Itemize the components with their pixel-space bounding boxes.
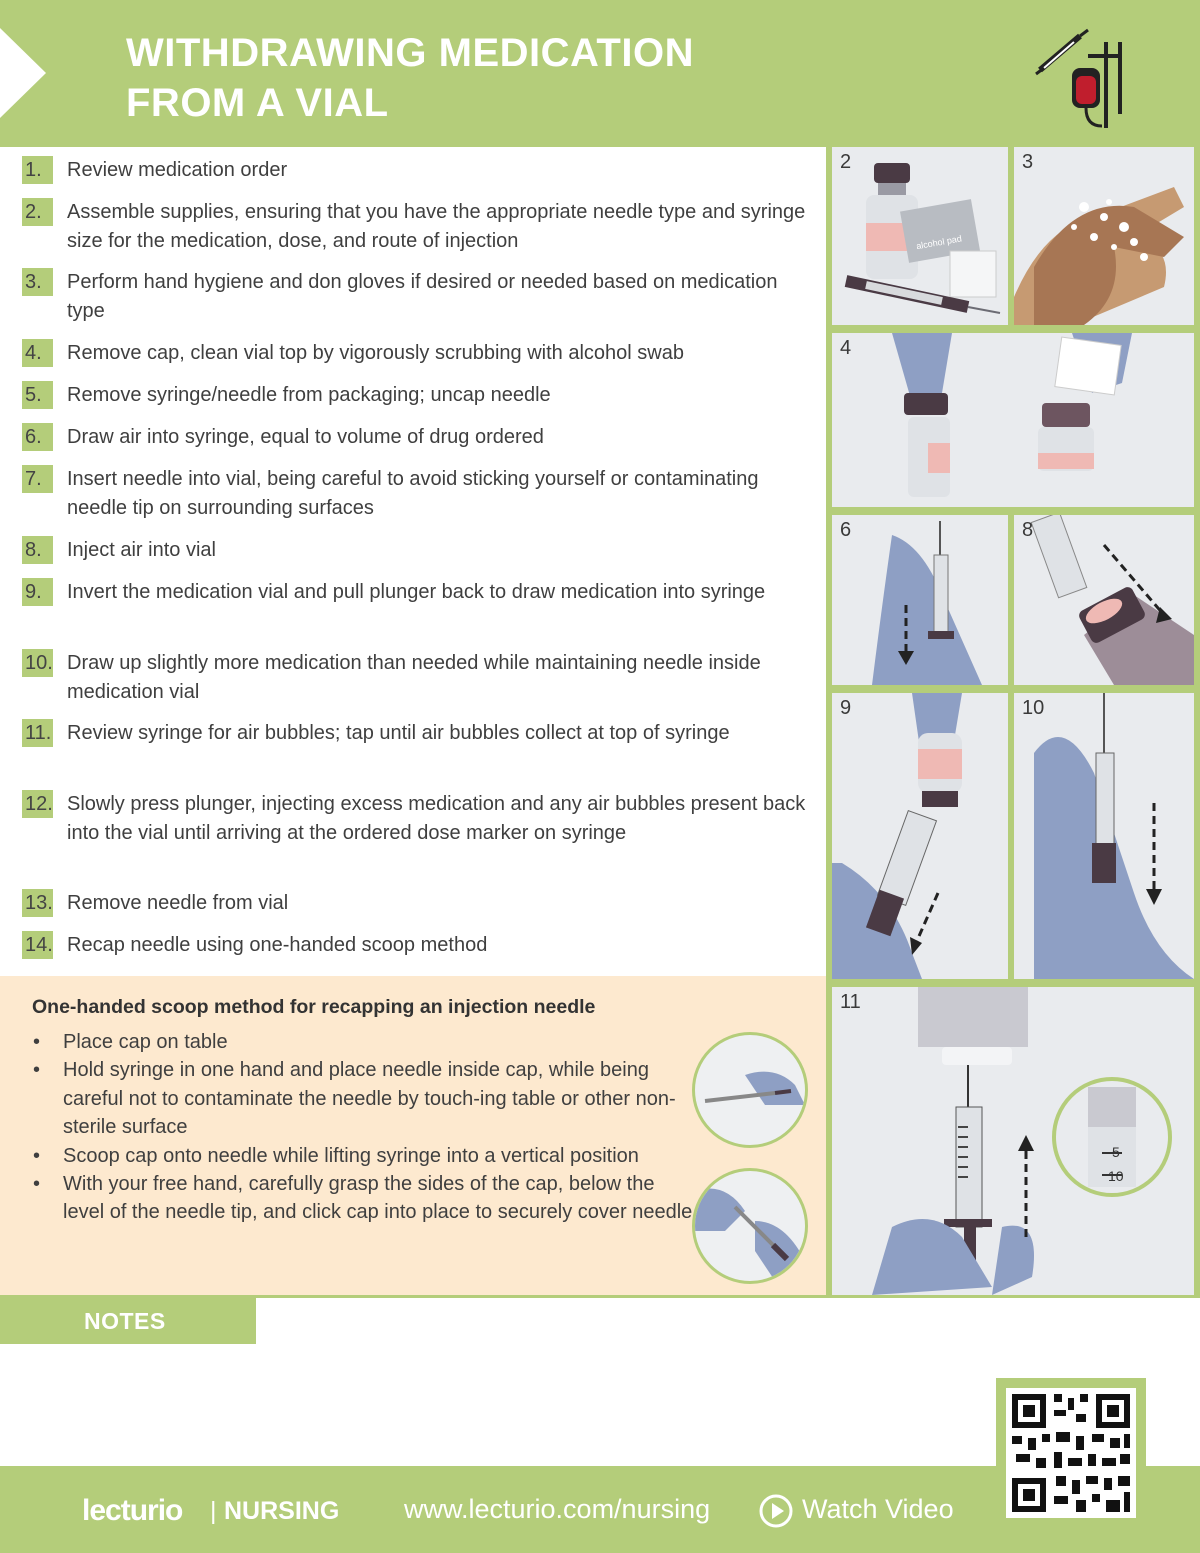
photo-number: 11 bbox=[840, 991, 861, 1013]
step-text: Draw up slightly more medication than needed while maintaining needle inside medication vial bbox=[67, 652, 761, 703]
inject-air-illustration bbox=[1014, 515, 1194, 685]
scoop-circle-1 bbox=[692, 1032, 808, 1148]
step-text: Perform hand hygiene and don gloves if desired or needed based on medication type bbox=[67, 271, 778, 322]
step-text: Remove cap, clean vial top by vigorously scrubbing with alcohol swab bbox=[67, 342, 684, 364]
photo-step-6 bbox=[832, 515, 1008, 685]
photo-number: 8 bbox=[1022, 519, 1034, 541]
step-text: Inject air into vial bbox=[67, 539, 216, 561]
invert-vial-illustration bbox=[832, 693, 1008, 979]
step-text: Insert needle into vial, being careful to avoid sticking yourself or contaminating needle tip on surrounding surfaces bbox=[67, 468, 759, 519]
step-number: 6. bbox=[22, 423, 53, 451]
title-line-1: WITHDRAWING MEDICATION bbox=[126, 31, 694, 75]
step-text: Review medication order bbox=[67, 159, 288, 181]
photo-step-10 bbox=[1014, 693, 1194, 979]
list-item: • Hold syringe in one hand and place needle inside cap, while being careful not to contaminate the needle by touch-ing table or other non-sterile surface bbox=[33, 1056, 693, 1141]
step-text: Assemble supplies, ensuring that you have the appropriate needle type and syringe size for the medication, dose, and route of injection bbox=[67, 201, 806, 252]
play-circle-icon[interactable] bbox=[758, 1493, 794, 1529]
syringe-scale-5: 5 bbox=[1112, 1144, 1120, 1160]
photo-number: 2 bbox=[840, 151, 852, 173]
review-bubbles-illustration bbox=[832, 987, 1194, 1295]
photo-step-11 bbox=[832, 987, 1194, 1295]
step-number: 10. bbox=[22, 649, 53, 677]
step-number: 14. bbox=[22, 931, 53, 959]
syringe-scale-10: 10 bbox=[1108, 1168, 1124, 1184]
step-text: Remove needle from vial bbox=[67, 892, 289, 914]
step-number: 12. bbox=[22, 790, 53, 818]
illustrations-panel bbox=[826, 147, 1200, 1295]
cap-removal-illustration bbox=[832, 333, 1194, 507]
photo-step-3 bbox=[1014, 147, 1194, 325]
step-text: Slowly press plunger, injecting excess medication and any air bubbles present back into the vial until arriving at the ordered dose marker on syringe bbox=[67, 793, 806, 844]
hand-washing-illustration bbox=[1014, 147, 1194, 325]
step-number: 8. bbox=[22, 536, 53, 564]
title-line-2: FROM A VIAL bbox=[126, 81, 389, 125]
photo-number: 9 bbox=[840, 697, 852, 719]
step-number: 1. bbox=[22, 156, 53, 184]
list-item: • Scoop cap onto needle while lifting syringe into a vertical position bbox=[33, 1142, 693, 1170]
list-item: • With your free hand, carefully grasp the sides of the cap, below the level of the needle tip, and click cap into place to securely cover needle bbox=[33, 1170, 693, 1227]
notes-label: NOTES bbox=[84, 1308, 166, 1334]
step-number: 3. bbox=[22, 268, 53, 296]
list-item: • Place cap on table bbox=[33, 1028, 693, 1056]
swab-label: alcohol pad bbox=[915, 233, 963, 252]
photo-number: 4 bbox=[840, 337, 852, 359]
step-number: 11. bbox=[22, 719, 53, 747]
photo-number: 10 bbox=[1022, 697, 1045, 719]
photo-number: 6 bbox=[840, 519, 852, 541]
step-text: Draw air into syringe, equal to volume of drug ordered bbox=[67, 426, 544, 448]
photo-step-2 bbox=[832, 147, 1008, 325]
notes-tab bbox=[0, 1298, 256, 1344]
step-number: 5. bbox=[22, 381, 53, 409]
needle-in-cap-illustration bbox=[695, 1035, 805, 1145]
brand-separator: | bbox=[210, 1497, 217, 1525]
scoop-method-list bbox=[33, 1028, 693, 1227]
scoop-circle-2 bbox=[692, 1168, 808, 1284]
scoop-method-box bbox=[0, 976, 826, 1295]
photo-step-4 bbox=[832, 333, 1194, 507]
photo-number: 3 bbox=[1022, 151, 1034, 173]
brand-nursing: NURSING bbox=[224, 1497, 340, 1525]
step-number: 4. bbox=[22, 339, 53, 367]
step-number: 7. bbox=[22, 465, 53, 493]
click-cap-illustration bbox=[695, 1171, 805, 1281]
footer-url-link[interactable]: www.lecturio.com/nursing bbox=[404, 1494, 711, 1524]
page-title bbox=[126, 28, 694, 128]
step-text: Review syringe for air bubbles; tap until air bubbles collect at top of syringe bbox=[67, 722, 730, 744]
photo-step-9 bbox=[832, 693, 1008, 979]
step-text: Recap needle using one-handed scoop method bbox=[67, 934, 488, 956]
header-banner bbox=[0, 0, 1200, 147]
watch-video-link[interactable]: Watch Video bbox=[802, 1494, 954, 1524]
header-arrow-icon bbox=[0, 0, 46, 147]
draw-excess-illustration bbox=[1014, 693, 1194, 979]
lecturio-logo: lecturio bbox=[82, 1494, 183, 1527]
step-number: 9. bbox=[22, 578, 53, 606]
photo-step-8 bbox=[1014, 515, 1194, 685]
scoop-method-title: One-handed scoop method for recapping an injection needle bbox=[32, 996, 596, 1018]
step-text: Remove syringe/needle from packaging; uncap needle bbox=[67, 384, 551, 406]
qr-code-pattern bbox=[1006, 1388, 1136, 1518]
syringe-iv-bag-icon bbox=[1030, 28, 1130, 132]
draw-air-illustration bbox=[832, 515, 1008, 685]
supplies-illustration bbox=[832, 147, 1008, 325]
step-text: Invert the medication vial and pull plunger back to draw medication into syringe bbox=[67, 581, 766, 603]
qr-code-icon[interactable] bbox=[996, 1378, 1146, 1528]
step-number: 2. bbox=[22, 198, 53, 226]
step-number: 13. bbox=[22, 889, 53, 917]
